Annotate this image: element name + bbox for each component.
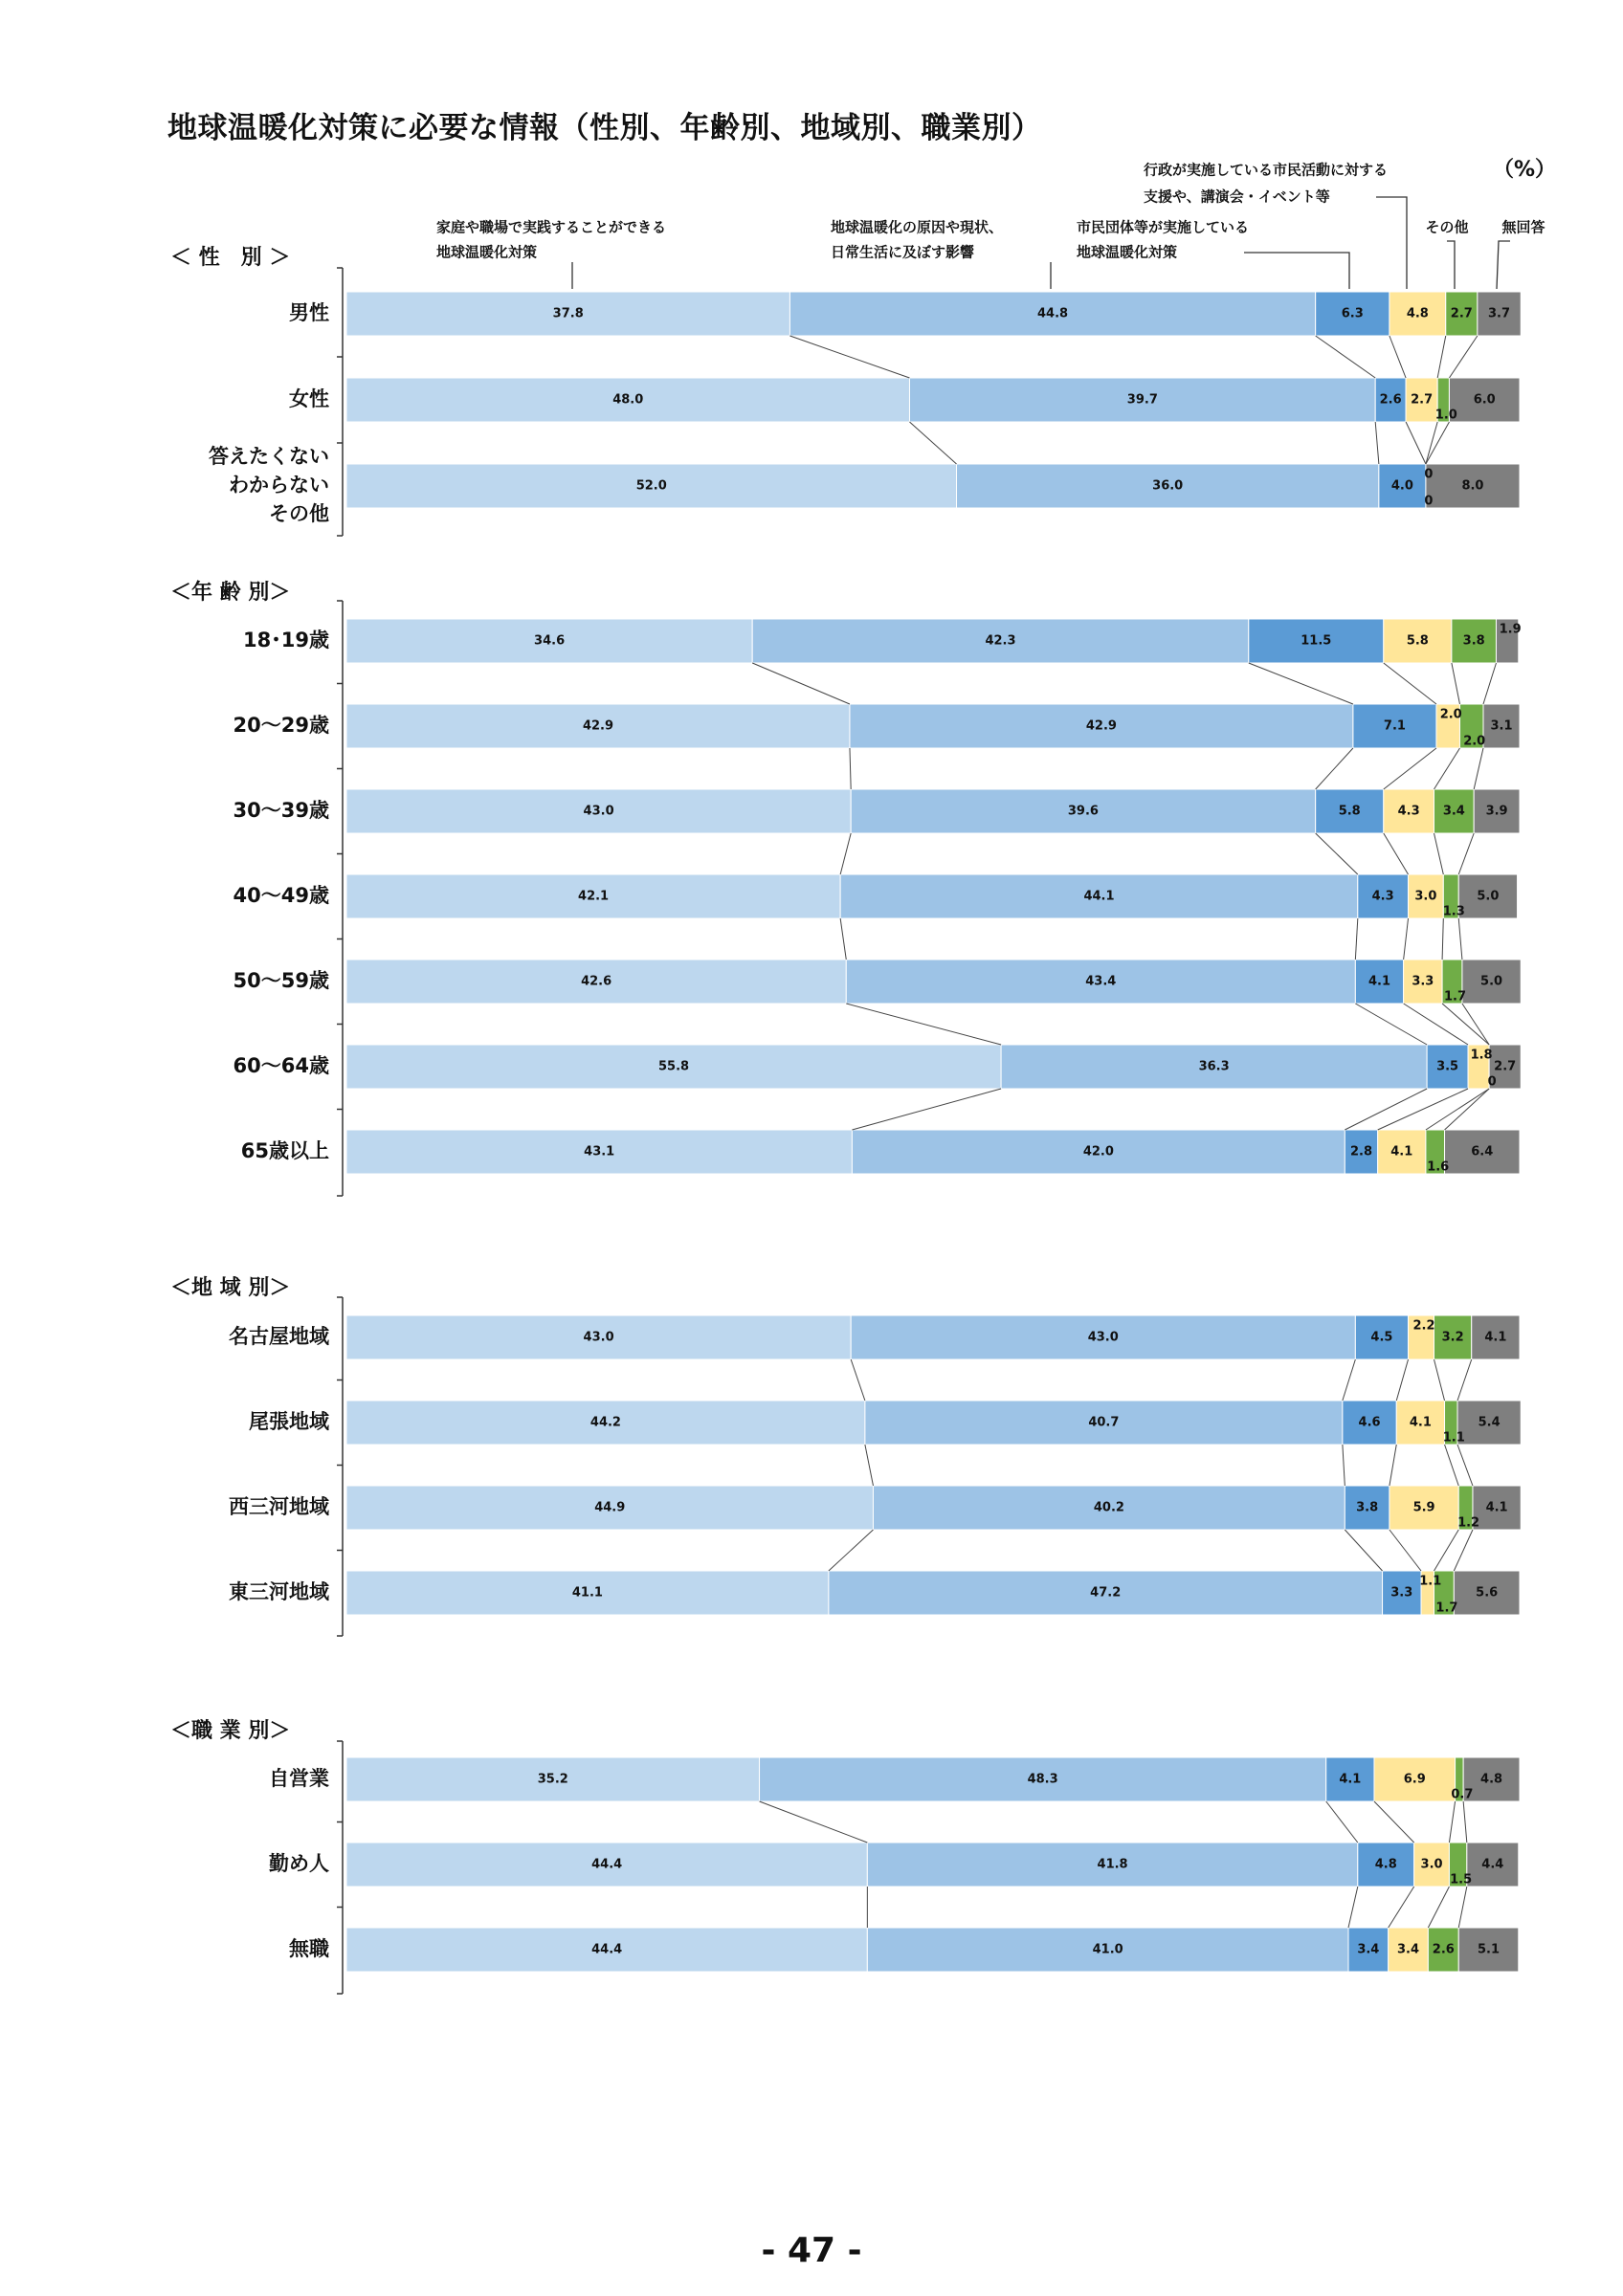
value-label: 5.6 [1476, 1585, 1499, 1601]
value-label: 3.8 [1462, 633, 1485, 649]
section-header-1: ＜ 性 別 ＞ [170, 246, 291, 270]
connector-line [1437, 336, 1446, 378]
legend-leader-line-5 [1447, 241, 1455, 289]
value-label: 3.7 [1488, 306, 1511, 321]
value-label: 4.5 [1370, 1330, 1393, 1345]
value-label: 4.1 [1484, 1330, 1507, 1345]
connector-line [760, 1801, 868, 1843]
value-label: 1.1 [1419, 1574, 1442, 1589]
connector-line [1449, 1801, 1455, 1843]
connector-line [1355, 1004, 1427, 1045]
value-label: 43.4 [1085, 974, 1117, 989]
value-label: 42.6 [581, 974, 612, 989]
value-label: 41.1 [571, 1585, 603, 1601]
connector-line [1374, 1801, 1414, 1843]
row-label: 勤め人 [269, 1852, 329, 1875]
value-label: 5.8 [1406, 633, 1429, 649]
connector-line [1389, 1887, 1414, 1928]
row-label: その他 [269, 502, 329, 525]
value-label: 43.0 [1087, 1330, 1119, 1345]
value-label: 36.3 [1198, 1059, 1230, 1074]
value-label: 47.2 [1090, 1585, 1122, 1601]
connector-line [1348, 1887, 1358, 1928]
value-label: 37.8 [552, 306, 584, 321]
connector-line [1384, 663, 1436, 704]
value-label: 3.4 [1442, 804, 1465, 819]
connector-line [865, 1445, 874, 1486]
connector-line [1434, 1359, 1445, 1401]
connector-line [1474, 748, 1483, 789]
value-label: 8.0 [1461, 478, 1484, 494]
connector-line [752, 663, 850, 704]
value-label: 3.9 [1485, 804, 1508, 819]
row-label: 20～29歳 [233, 714, 329, 737]
value-label: 2.8 [1349, 1144, 1373, 1159]
value-label: 7.1 [1383, 718, 1406, 734]
value-label: 1.3 [1442, 904, 1465, 919]
value-label: 3.4 [1397, 1942, 1420, 1957]
connector-line [1343, 1445, 1345, 1486]
value-label: 42.9 [582, 718, 614, 734]
row-label: 名古屋地域 [229, 1325, 329, 1348]
legend-leader-line-6 [1497, 241, 1510, 289]
value-label: 5.0 [1477, 889, 1500, 904]
row-label: 自営業 [269, 1767, 329, 1790]
value-label: 41.8 [1097, 1857, 1128, 1872]
value-label: 42.1 [578, 889, 610, 904]
connector-line [1249, 663, 1353, 704]
connector-line [909, 422, 956, 464]
connector-line [1316, 833, 1358, 874]
connector-line [1390, 1445, 1396, 1486]
section-header-4: ＜職 業 別＞ [170, 1719, 291, 1743]
connector-line [1483, 663, 1496, 704]
legend-label-3: 市民団体等が実施している [1077, 218, 1250, 236]
value-label: 4.1 [1390, 1144, 1413, 1159]
value-label: 3.4 [1357, 1942, 1380, 1957]
value-label: 1.7 [1435, 1601, 1458, 1616]
connector-line [1457, 1445, 1473, 1486]
connector-line [829, 1530, 874, 1571]
value-label: 2.7 [1450, 306, 1473, 321]
value-label: 11.5 [1301, 633, 1332, 649]
value-label: 2.0 [1463, 734, 1486, 749]
connector-line [1345, 1530, 1382, 1571]
connector-line [1316, 336, 1376, 378]
value-label: 42.0 [1082, 1144, 1114, 1159]
connector-line [1449, 336, 1477, 378]
value-label: 1.2 [1457, 1515, 1480, 1531]
section-header-3: ＜地 域 別＞ [170, 1276, 291, 1300]
value-label: 4.0 [1390, 478, 1413, 494]
legend-label-1: 家庭や職場で実践することができる [436, 218, 667, 236]
value-label: 6.9 [1403, 1772, 1426, 1787]
row-label: 50～59歳 [233, 969, 329, 992]
value-label: 40.2 [1093, 1500, 1124, 1515]
connector-line [852, 1089, 1001, 1130]
connector-line [1426, 422, 1450, 464]
connector-line [1458, 918, 1462, 960]
legend-label-4: 支援や、講演会・イベント等 [1144, 188, 1330, 206]
connector-line [1428, 1887, 1449, 1928]
value-label: 44.4 [591, 1942, 623, 1957]
value-label: 1.1 [1442, 1430, 1465, 1446]
value-label: 35.2 [537, 1772, 568, 1787]
value-label: 2.7 [1411, 392, 1434, 408]
connector-line [1378, 1089, 1468, 1130]
legend-label-5: その他 [1425, 218, 1469, 236]
value-label: 2.6 [1432, 1942, 1455, 1957]
value-label: 44.9 [594, 1500, 626, 1515]
value-label: 0 [1424, 494, 1434, 509]
connector-line [1404, 918, 1409, 960]
value-label: 1.6 [1427, 1159, 1450, 1175]
value-label: 44.8 [1037, 306, 1069, 321]
value-label: 42.3 [985, 633, 1016, 649]
value-label: 3.2 [1441, 1330, 1464, 1345]
value-label: 4.8 [1374, 1857, 1397, 1872]
value-label: 41.0 [1092, 1942, 1123, 1957]
connector-line [1434, 833, 1444, 874]
connector-line [1434, 748, 1460, 789]
value-label: 0 [1424, 467, 1434, 482]
connector-line [1463, 1801, 1467, 1843]
row-label: 18･19歳 [243, 629, 329, 651]
value-label: 4.3 [1371, 889, 1394, 904]
value-label: 6.3 [1341, 306, 1364, 321]
value-label: 1.9 [1499, 622, 1522, 637]
value-label: 1.7 [1443, 989, 1467, 1004]
connector-line [1384, 748, 1436, 789]
value-label: 52.0 [635, 478, 667, 494]
connector-line [840, 833, 851, 874]
page-title: 地球温暖化対策に必要な情報（性別、年齢別、地域別、職業別） [167, 111, 1042, 145]
value-label: 3.0 [1420, 1857, 1443, 1872]
value-label: 6.0 [1473, 392, 1496, 408]
connector-line [1375, 422, 1379, 464]
value-label: 48.3 [1027, 1772, 1058, 1787]
value-label: 48.0 [612, 392, 644, 408]
connector-line [1426, 1089, 1489, 1130]
value-label: 55.8 [658, 1059, 690, 1074]
value-label: 3.3 [1390, 1585, 1413, 1601]
value-label: 40.7 [1088, 1415, 1120, 1430]
value-label: 44.1 [1083, 889, 1115, 904]
connector-line [1384, 833, 1409, 874]
value-label: 5.9 [1412, 1500, 1435, 1515]
connector-line [1406, 422, 1426, 464]
row-label: 65歳以上 [240, 1139, 329, 1162]
value-label: 3.0 [1414, 889, 1437, 904]
row-label: 答えたくない [209, 445, 329, 468]
value-label: 2.0 [1439, 707, 1462, 722]
value-label: 39.6 [1067, 804, 1099, 819]
value-label: 4.1 [1485, 1500, 1508, 1515]
row-label: 60～64歳 [233, 1054, 329, 1077]
value-label: 43.0 [583, 1330, 614, 1345]
value-label: 4.1 [1339, 1772, 1362, 1787]
connector-line [1390, 1530, 1421, 1571]
value-label: 44.4 [591, 1857, 623, 1872]
connector-line [840, 918, 846, 960]
legend-label-4: 行政が実施している市民活動に対する [1144, 161, 1389, 179]
value-label: 4.6 [1358, 1415, 1381, 1430]
connector-line [1442, 918, 1443, 960]
row-label: 西三河地域 [229, 1495, 329, 1518]
connector-line [1326, 1801, 1358, 1843]
row-label: 男性 [289, 301, 329, 324]
value-label: 4.1 [1409, 1415, 1432, 1430]
connector-line [1454, 1530, 1473, 1571]
legend-label-2: 地球温暖化の原因や現状、 [831, 218, 1004, 236]
value-label: 4.8 [1480, 1772, 1503, 1787]
row-label: 女性 [289, 387, 329, 410]
connector-line [1390, 336, 1406, 378]
value-label: 4.8 [1406, 306, 1429, 321]
connector-line [1452, 663, 1460, 704]
legend-label-1: 地球温暖化対策 [436, 243, 538, 261]
connector-line [1345, 1089, 1427, 1130]
value-label: 43.0 [583, 804, 614, 819]
connector-line [1404, 1004, 1468, 1045]
legend-label-2: 日常生活に及ぼす影響 [831, 243, 975, 261]
connector-line [1458, 1887, 1467, 1928]
section-header-2: ＜年 齢 別＞ [170, 581, 291, 605]
connector-line [850, 748, 851, 789]
value-label: 43.1 [584, 1144, 615, 1159]
row-label: 40～49歳 [233, 884, 329, 907]
value-label: 2.6 [1379, 392, 1402, 408]
connector-line [1343, 1359, 1355, 1401]
connector-line [1457, 1359, 1472, 1401]
connector-line [1426, 422, 1437, 464]
unit-label: （%） [1493, 158, 1557, 182]
connector-line [1445, 1445, 1459, 1486]
page-number: - 47 - [761, 2231, 862, 2270]
value-label: 3.8 [1356, 1500, 1379, 1515]
connector-line [789, 336, 909, 378]
value-label: 3.3 [1412, 974, 1434, 989]
value-label: 1.8 [1470, 1048, 1493, 1063]
legend-label-6: 無回答 [1501, 218, 1545, 236]
value-label: 3.5 [1436, 1059, 1459, 1074]
connector-line [1434, 1530, 1459, 1571]
connector-line [846, 1004, 1001, 1045]
row-label: わからない [229, 474, 329, 497]
value-label: 44.2 [589, 1415, 621, 1430]
value-label: 1.5 [1450, 1872, 1473, 1888]
row-label: 尾張地域 [249, 1410, 329, 1433]
value-label: 6.4 [1471, 1144, 1494, 1159]
legend-leader-line-4 [1376, 197, 1407, 289]
row-label: 東三河地域 [229, 1580, 329, 1603]
value-label: 4.4 [1481, 1857, 1504, 1872]
value-label: 1.0 [1434, 408, 1457, 423]
row-label: 無職 [289, 1937, 329, 1960]
value-label: 3.1 [1490, 718, 1513, 734]
value-label: 4.1 [1367, 974, 1391, 989]
value-label: 36.0 [1152, 478, 1184, 494]
value-label: 2.2 [1412, 1318, 1435, 1334]
connector-line [1355, 918, 1357, 960]
value-label: 4.3 [1397, 804, 1420, 819]
value-label: 5.0 [1480, 974, 1503, 989]
legend-label-3: 地球温暖化対策 [1077, 243, 1178, 261]
connector-line [1458, 833, 1474, 874]
connector-line [1445, 1089, 1490, 1130]
connector-line [1316, 748, 1353, 789]
value-label: 5.8 [1338, 804, 1361, 819]
value-label: 42.9 [1085, 718, 1117, 734]
value-label: 5.1 [1477, 1942, 1501, 1957]
row-label: 30～39歳 [233, 799, 329, 822]
value-label: 34.6 [534, 633, 566, 649]
value-label: 0 [1487, 1074, 1497, 1090]
connector-line [1396, 1359, 1408, 1401]
value-label: 39.7 [1126, 392, 1158, 408]
value-label: 0.7 [1451, 1787, 1474, 1802]
connector-line [851, 1359, 865, 1401]
legend-leader-line-3 [1244, 253, 1349, 289]
value-label: 2.7 [1494, 1059, 1517, 1074]
value-label: 5.4 [1478, 1415, 1501, 1430]
